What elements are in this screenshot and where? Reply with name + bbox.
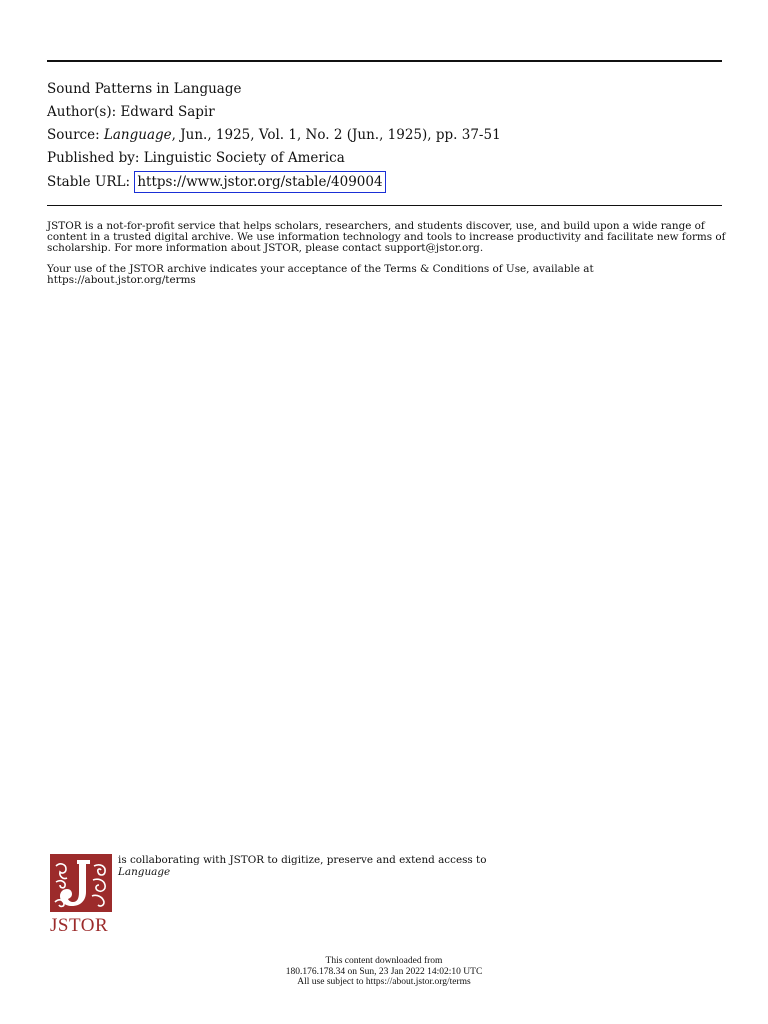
footer-line-ip-date: 180.176.178.34 on Sun, 23 Jan 2022 14:02:10 UTC [285, 966, 483, 977]
jstor-emblem-svg [50, 854, 112, 912]
article-title: Sound Patterns in Language [47, 81, 242, 97]
section-rule [47, 205, 722, 206]
source-journal: Language [103, 127, 172, 143]
collaboration-journal: Language [118, 866, 171, 878]
footer-line-downloaded: This content downloaded from [325, 956, 443, 966]
author-name: Edward Sapir [120, 104, 215, 120]
stable-url-link[interactable]: https://www.jstor.org/stable/409004 [134, 171, 385, 193]
author-line [47, 101, 722, 124]
jstor-wordmark: JSTOR [50, 915, 109, 936]
footer-line-terms: All use subject to https://about.jstor.org/terms [297, 977, 471, 987]
top-rule [47, 60, 722, 62]
jstor-notice [47, 221, 727, 286]
author-label: Author(s): [47, 104, 117, 120]
source-line [47, 124, 722, 147]
source-details: , Jun., 1925, Vol. 1, No. 2 (Jun., 1925), pp. 37-51 [171, 127, 501, 143]
notice-paragraph-about: JSTOR is a not-for-profit service that helps scholars, researchers, and students discover, use, and build upon a wide range of content in a trusted digital archive. We use information technology and tools to increase productivity and facilitate new forms of scholarship. For more information about JSTOR, please contact support@jstor.org. [47, 220, 726, 254]
collaboration-statement: is collaborating with JSTOR to digitize, preserve and extend access to [118, 854, 487, 866]
publisher-label: Published by: [47, 150, 140, 166]
notice-paragraph-terms: Your use of the JSTOR archive indicates your acceptance of the Terms & Conditions of Use, available at https://about.jstor.org/terms [47, 263, 594, 286]
collaboration-text [118, 854, 487, 878]
stable-url-line [47, 171, 722, 194]
source-label: Source: [47, 127, 100, 143]
article-metadata [47, 78, 722, 194]
collaboration-block [50, 854, 730, 944]
stable-url-label: Stable URL: [47, 174, 131, 190]
publisher-name: Linguistic Society of America [143, 150, 345, 166]
publisher-line [47, 147, 722, 170]
jstor-logo[interactable] [50, 854, 114, 936]
download-footer [0, 956, 768, 988]
jstor-logo-icon [50, 854, 112, 912]
